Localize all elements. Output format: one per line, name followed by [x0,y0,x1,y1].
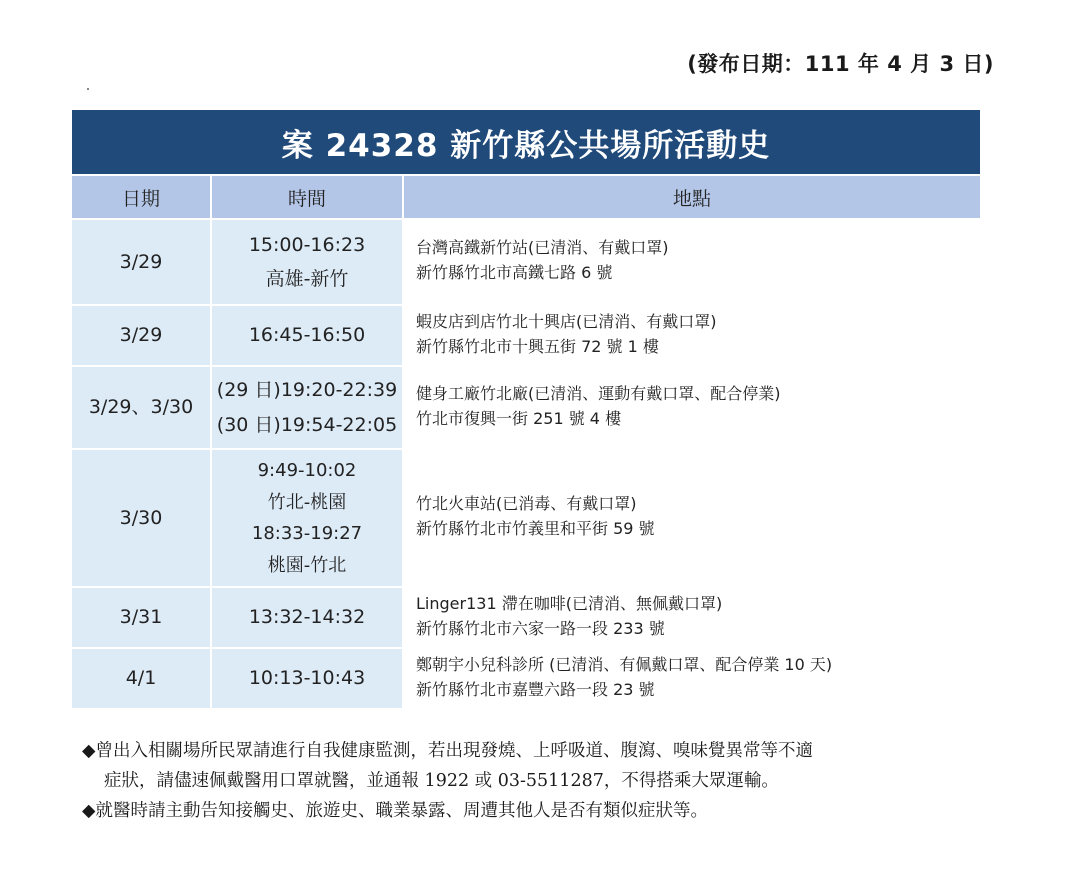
row-location [404,218,980,304]
table-grid [72,174,980,708]
row-location [404,304,980,365]
row-time [212,218,404,304]
health-notes [82,736,1012,826]
time-line: 18:33-19:27 [251,523,363,544]
stray-dot [87,88,89,90]
location-name: Linger131 滯在咖啡(已清消、無佩戴口罩) [416,593,723,613]
time-line: 10:13-10:43 [248,667,366,690]
row-time [212,586,404,647]
note-line: ◆曾出入相關場所民眾請進行自我健康監測，若出現發燒、上呼吸道、腹瀉、嗅味覺異常等不適 [82,741,813,761]
row-date: 3/29、3/30 [72,365,212,448]
row-time [212,647,404,708]
row-date: 3/29 [72,218,212,304]
row-location [404,586,980,647]
time-line: 15:00-16:23 [248,233,366,256]
row-date: 3/30 [72,448,212,586]
location-address: 新竹縣竹北市嘉豐六路一段 23 號 [416,679,655,699]
location-name: 蝦皮店到店竹北十興店(已清消、有戴口罩) [416,311,717,331]
location-address: 竹北市復興一街 251 號 4 樓 [416,408,622,428]
row-location [404,448,980,586]
time-line: 9:49-10:02 [257,460,357,481]
time-line: 竹北-桃園 [267,491,347,513]
note-line: ◆就醫時請主動告知接觸史、旅遊史、職業暴露、周遭其他人是否有類似症狀等。 [82,801,708,821]
time-line: (29 日)19:20-22:39 [216,379,398,402]
row-date: 3/31 [72,586,212,647]
location-address: 新竹縣竹北市竹義里和平街 59 號 [416,519,655,538]
row-date: 3/29 [72,304,212,365]
time-line: (30 日)19:54-22:05 [216,413,398,436]
row-location [404,647,980,708]
header-date: 日期 [72,174,212,218]
header-time: 時間 [212,174,404,218]
location-name: 鄭朝宇小兒科診所 (已清消、有佩戴口罩、配合停業 10 天) [416,654,833,674]
row-time [212,304,404,365]
row-time [212,448,404,586]
table-title: 案 24328 新竹縣公共場所活動史 [72,110,980,174]
row-time [212,365,404,448]
publish-date: (發布日期：111 年 4 月 3 日) [687,52,994,76]
note-line: 症狀，請儘速佩戴醫用口罩就醫，並通報 1922 或 03-5511287，不得搭乘大眾運輸。 [104,771,779,791]
row-location [404,365,980,448]
activity-table [72,110,980,708]
location-name: 竹北火車站(已消毒、有戴口罩) [416,494,637,514]
location-address: 新竹縣竹北市六家一路一段 233 號 [416,618,665,638]
time-line: 16:45-16:50 [248,324,366,347]
location-address: 新竹縣竹北市十興五街 72 號 1 樓 [416,336,659,356]
header-location: 地點 [404,174,980,218]
location-address: 新竹縣竹北市高鐵七路 6 號 [416,263,613,282]
location-name: 健身工廠竹北廠(已清消、運動有戴口罩、配合停業) [416,383,781,403]
time-line: 桃園-竹北 [267,554,347,576]
row-date: 4/1 [72,647,212,708]
location-name: 台灣高鐵新竹站(已清消、有戴口罩) [416,238,669,258]
time-line: 高雄-新竹 [265,268,349,290]
time-line: 13:32-14:32 [248,606,366,629]
